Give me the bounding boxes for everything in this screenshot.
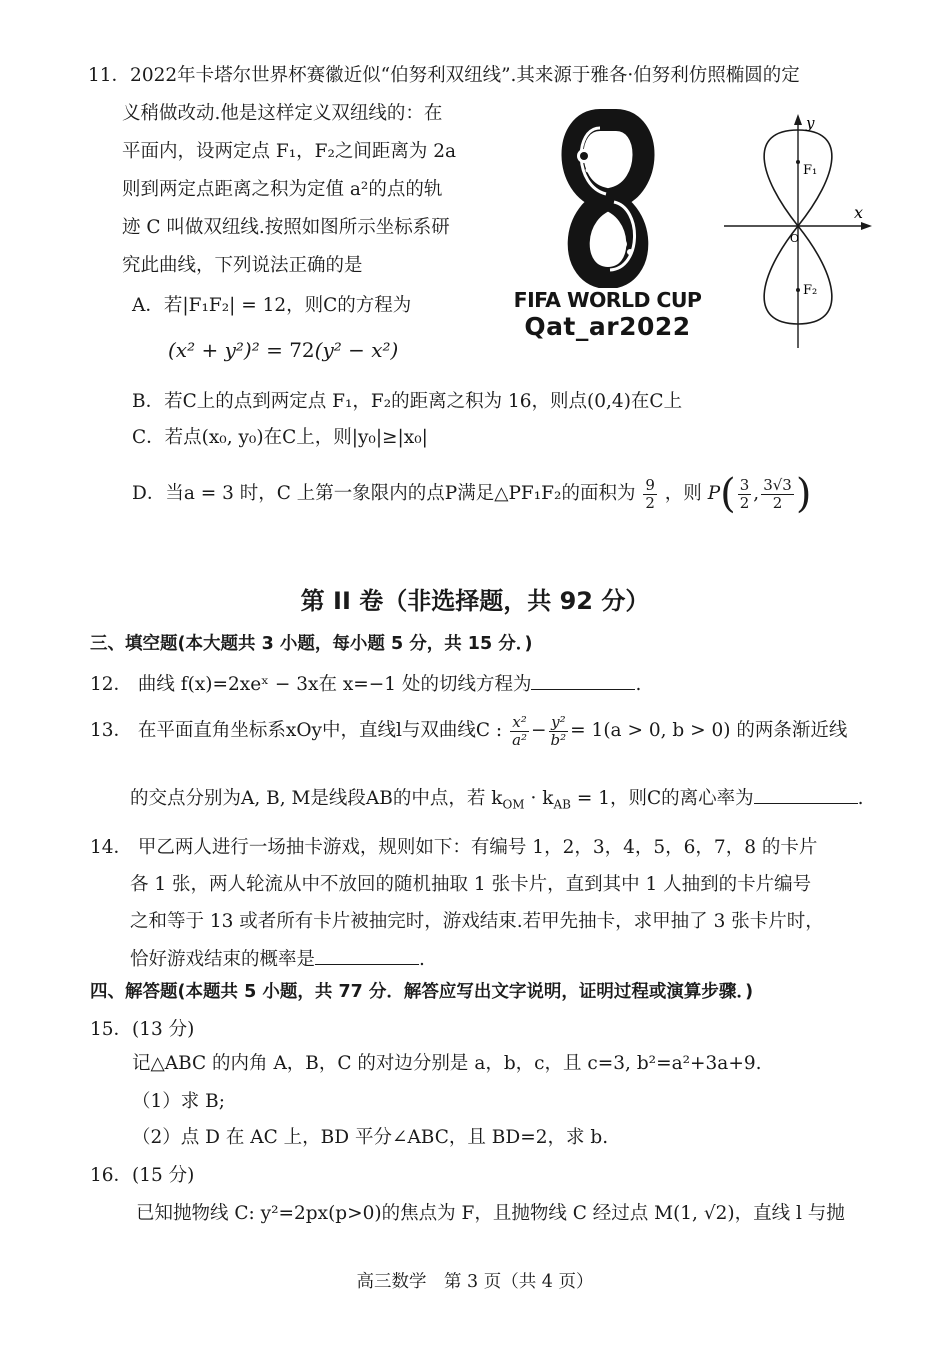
q15-part1: （1）求 B; xyxy=(132,1091,225,1112)
section2-title: 第 II 卷（非选择题，共 92 分） xyxy=(300,587,650,615)
q13-sub-om: OM xyxy=(502,797,525,812)
equation-equals: = 72 xyxy=(266,338,315,362)
py-denominator: 2 xyxy=(772,493,783,512)
q11-option-a xyxy=(132,294,411,318)
fifa-world-cup-logo xyxy=(505,108,710,348)
f2-label: F₂ xyxy=(803,283,818,298)
option-d-comma: , xyxy=(753,483,760,504)
f1-label: F₁ xyxy=(803,163,818,178)
q13-line2b-text: = 1，则C的离心率为 xyxy=(570,788,754,809)
q12-line xyxy=(90,672,641,697)
q13-text1: 13． 在平面直角坐标系xOy中，直线l与双曲线C : xyxy=(90,720,503,741)
q14-answer-blank[interactable] xyxy=(315,947,419,965)
q13-sub-ab: AB xyxy=(553,797,571,812)
q12-end: . xyxy=(635,674,642,695)
q11-line6: 究此曲线，下列说法正确的是 xyxy=(122,255,363,276)
frac-y-denominator: b² xyxy=(550,730,567,749)
q11-option-d xyxy=(132,468,811,520)
option-d-then: ，则 xyxy=(664,483,702,504)
frac-y-numerator: y² xyxy=(549,714,569,732)
frac-x-denominator: a² xyxy=(512,730,528,749)
q11-line3: 平面内，设两定点 F₁，F₂之间距离为 2a xyxy=(122,141,457,162)
option-a-label: A． xyxy=(132,295,164,316)
q15-header: 15．(13 分) xyxy=(90,1019,195,1040)
option-d-point: P xyxy=(707,483,721,504)
option-d-text: D．当a = 3 时，C 上第一象限内的点P满足△PF₁F₂的面积为 xyxy=(132,483,636,504)
q14-line1: 14． 甲乙两人进行一场抽卡游戏，规则如下：有编号 1，2，3，4，5，6，7，8 的卡片 xyxy=(90,837,818,858)
q13-dot: · k xyxy=(524,788,554,809)
option-d-area-fraction xyxy=(643,477,657,512)
equation-right: (y² − x²) xyxy=(314,338,399,362)
q11-line4: 则到两定点距离之积为定值 a²的点的轨 xyxy=(122,179,443,200)
area-numerator: 9 xyxy=(645,475,655,494)
q13-line1 xyxy=(90,706,847,756)
q13-line2 xyxy=(130,786,864,811)
py-numerator: 3√3 xyxy=(763,475,792,494)
option-a-text: 若|F₁F₂| = 12，则C的方程为 xyxy=(163,295,412,316)
y-axis-label: y xyxy=(806,114,815,132)
px-numerator: 3 xyxy=(739,475,750,494)
q14-end: . xyxy=(419,949,425,970)
q11-line5: 迹 C 叫做双纽线.按照如图所示坐标系研 xyxy=(122,217,450,238)
q13-text2: = 1(a > 0, b > 0) 的两条渐近线 xyxy=(570,720,848,741)
q13-fraction-y xyxy=(549,714,569,749)
equation-left: (x² + y²)² xyxy=(168,338,260,362)
right-paren: ) xyxy=(795,471,812,517)
q12-text: 12． 曲线 f(x)=2xeˣ − 3x在 x=−1 处的切线方程为 xyxy=(90,674,532,695)
logo-subtitle: Qat_ar2022 xyxy=(524,312,691,341)
y-axis-arrow-icon xyxy=(794,114,802,125)
world-cup-emblem-icon xyxy=(505,108,710,288)
q13-fraction-x xyxy=(510,714,529,749)
x-axis-arrow-icon xyxy=(861,222,872,230)
part4-heading: 四、解答题(本题共 5 小题，共 77 分．解答应写出文字说明，证明过程或演算步骤．) xyxy=(90,982,754,1002)
origin-label: O xyxy=(790,232,800,245)
option-d-py-fraction xyxy=(761,477,794,512)
q13-minus: − xyxy=(531,720,547,741)
q14-line4-text: 恰好游戏结束的概率是 xyxy=(130,949,316,970)
q15-line1: 记△ABC 的内角 A，B，C 的对边分别是 a，b，c，且 c=3, b²=a²+3a+9. xyxy=(132,1053,762,1074)
frac-x-numerator: x² xyxy=(510,714,529,732)
left-paren: ( xyxy=(720,471,736,517)
q15-part2: （2）点 D 在 AC 上，BD 平分∠ABC，且 BD=2，求 b. xyxy=(132,1127,609,1148)
q11-number: 11． xyxy=(88,65,131,86)
px-denominator: 2 xyxy=(739,493,750,512)
q16-line1: 已知抛物线 C: y²=2px(p>0)的焦点为 F，且抛物线 C 经过点 M(1, √2)，直线 l 与抛 xyxy=(136,1203,845,1224)
q14-line2: 各 1 张，两人轮流从中不放回的随机抽取 1 张卡片，直到其中 1 人抽到的卡片编号 xyxy=(130,874,812,895)
q12-answer-blank[interactable] xyxy=(531,672,635,690)
area-denominator: 2 xyxy=(645,493,655,512)
q11-line2: 义稍做改动.他是这样定义双纽线的：在 xyxy=(122,103,443,124)
part3-heading: 三、填空题(本大题共 3 小题，每小题 5 分，共 15 分．) xyxy=(90,634,533,654)
focus-f1-point xyxy=(796,160,800,164)
q11-text-1: 2022年卡塔尔世界杯赛徽近似“伯努利双纽线”.其来源于雅各·伯努利仿照椭圆的定 xyxy=(130,65,800,86)
lemniscate-graph xyxy=(720,112,890,352)
q11-option-a-equation xyxy=(168,338,398,362)
page-footer: 高三数学 第 3 页（共 4 页） xyxy=(356,1272,594,1292)
focus-f2-point xyxy=(796,288,800,292)
x-axis-label: x xyxy=(854,203,864,222)
q13-answer-blank[interactable] xyxy=(754,786,858,804)
q14-line4 xyxy=(130,947,425,972)
q13-line2-text: 的交点分别为A, B, M是线段AB的中点，若 k xyxy=(130,788,503,809)
q16-header: 16．(15 分) xyxy=(90,1165,195,1186)
q14-line3: 之和等于 13 或者所有卡片被抽完时，游戏结束.若甲先抽卡，求甲抽了 3 张卡片时， xyxy=(130,911,824,932)
q11-line1 xyxy=(88,64,800,88)
q13-end: . xyxy=(857,788,864,809)
logo-title: FIFA WORLD CUP xyxy=(513,288,702,312)
option-d-px-fraction xyxy=(738,477,752,512)
q11-option-c: C．若点(x₀, y₀)在C上，则|y₀|≥|x₀| xyxy=(132,427,428,448)
q11-option-b: B．若C上的点到两定点 F₁，F₂的距离之积为 16，则点(0,4)在C上 xyxy=(132,391,683,412)
